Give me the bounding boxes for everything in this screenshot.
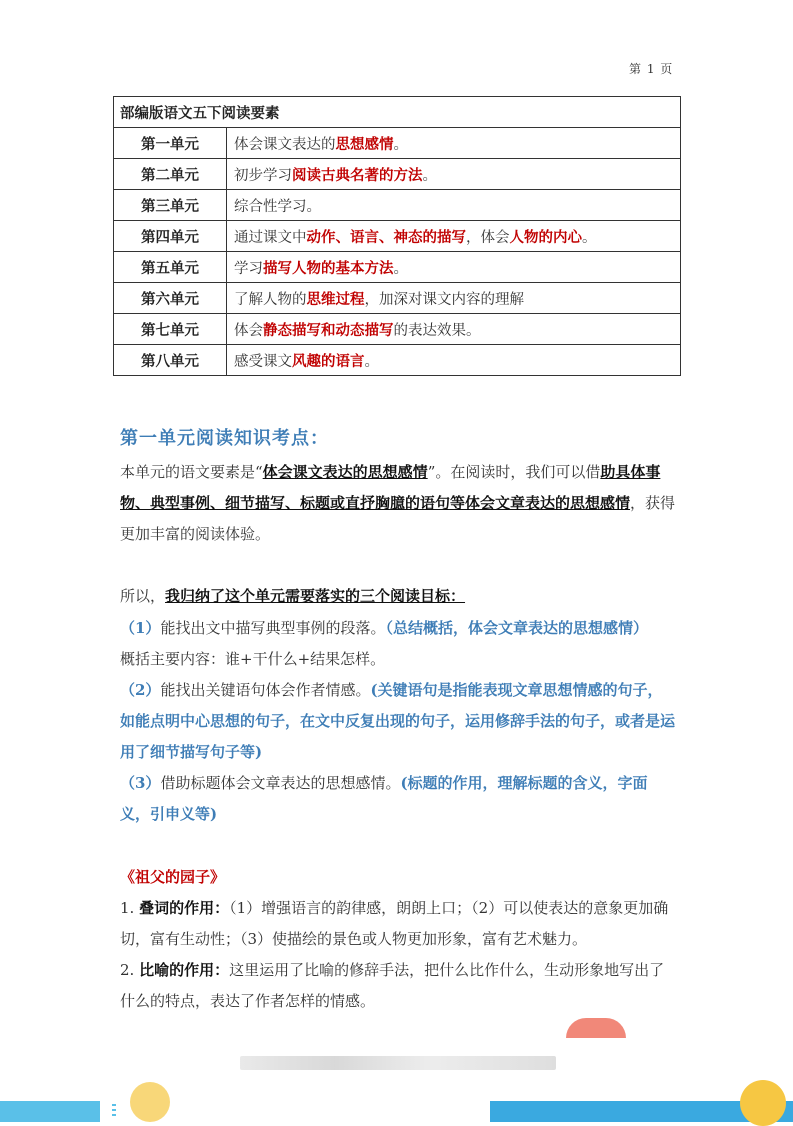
unit-description (227, 190, 681, 221)
section-heading: 第一单元阅读知识考点： (120, 428, 329, 449)
desc-text: 的表达效果。 (393, 322, 481, 339)
highlight-text: 风趣的语言 (292, 352, 365, 370)
goal-2 (120, 675, 676, 768)
page-number: 第 1 页 (629, 62, 674, 76)
item-2-num: 2. (120, 961, 140, 979)
desc-text: 。 (393, 260, 408, 277)
reading-elements-table (113, 96, 681, 376)
unit-name: 第五单元 (114, 252, 227, 283)
goal-1-summary: 概括主要内容：谁+干什么+结果怎样。 (120, 650, 386, 668)
item-2-text: 这里运用了比喻的修辞手法，把什么比作什么，生动形象地写出了什么的特点，表达了作者怎样的情感。 (120, 961, 665, 1010)
lesson-title: 《祖父的园子》 (120, 868, 226, 886)
goal-2-text: 能找出关键语句体会作者情感。 (160, 681, 371, 699)
desc-text: 学习 (234, 260, 263, 277)
intro-key-element: 体会课文表达的思想感情 (262, 463, 428, 481)
summary-line (120, 581, 676, 612)
goal-3-note: (标题的作用，理解标题的含义，字面义，引申义等) (120, 774, 648, 823)
desc-text: 。 (422, 167, 437, 184)
desc-text: 综合性学习。 (234, 198, 321, 215)
goal-1-note: （总结概括，体会文章表达的思想感情） (385, 619, 648, 637)
desc-text: 。 (393, 136, 408, 153)
blurred-footer (240, 1056, 556, 1070)
highlight-text: 阅读古典名著的方法 (292, 166, 423, 184)
highlight-text: 思想感情 (335, 135, 394, 153)
unit-description (227, 283, 681, 314)
desc-text: 了解人物的 (234, 291, 307, 308)
goal-3-text: 借助标题体会文章表达的思想感情。 (160, 774, 401, 792)
intro-paragraph (120, 457, 676, 550)
table-row (114, 283, 681, 314)
table-row (114, 159, 681, 190)
footer-dots (112, 1104, 116, 1118)
intro-text-3: ，获得更加丰富的阅读体验。 (120, 494, 676, 543)
table-row (114, 221, 681, 252)
desc-text: 体会 (234, 322, 263, 339)
intro-text-2: ”。在阅读时，我们可以借 (427, 463, 601, 481)
table-row (114, 314, 681, 345)
intro-text: 本单元的语文要素是“ (120, 463, 263, 481)
desc-text: ，体会 (466, 229, 510, 246)
unit-description (227, 159, 681, 190)
table-row (114, 128, 681, 159)
goal-3 (120, 768, 676, 830)
desc-text: 。 (582, 229, 597, 246)
table-row (114, 252, 681, 283)
summary-prefix: 所以， (120, 587, 166, 605)
summary-key: 我归纳了这个单元需要落实的三个阅读目标： (165, 587, 466, 605)
highlight-text: 思维过程 (306, 290, 365, 308)
goal-3-num: （3） (120, 774, 161, 792)
unit-description (227, 314, 681, 345)
goal-2-note: (关键语句是指能表现文章思想情感的句子，如能点明中心思想的句子，在文中反复出现的句子，运用修辞手法的句子，或者是运用了细节描写句子等) (120, 681, 676, 761)
decorative-shape (566, 1018, 626, 1038)
table-row (114, 190, 681, 221)
goal-1-text: 能找出文中描写典型事例的段落。 (160, 619, 386, 637)
goal-1 (120, 613, 676, 644)
table-title: 部编版语文五下阅读要素 (114, 97, 681, 128)
lesson-item-1 (120, 893, 676, 955)
item-2-label: 比喻的作用： (139, 961, 230, 979)
unit-name: 第二单元 (114, 159, 227, 190)
desc-text: 体会课文表达的 (234, 136, 336, 153)
desc-text: 。 (364, 353, 379, 370)
unit-description (227, 128, 681, 159)
decorative-circle-right (740, 1080, 786, 1126)
highlight-text: 动作、语言、神态的描写 (306, 228, 466, 246)
table-row (114, 345, 681, 376)
unit-description (227, 221, 681, 252)
desc-text: ，加深对课文内容的理解 (364, 291, 524, 308)
item-1-text: （1）增强语言的韵律感，朗朗上口；（2）可以使表达的意象更加确切，富有生动性；（3）使描绘的景色或人物更加形象，富有艺术魅力。 (120, 899, 669, 948)
unit-name: 第六单元 (114, 283, 227, 314)
footer-bar-left (0, 1101, 100, 1122)
goal-2-num: （2） (120, 681, 161, 699)
desc-text: 初步学习 (234, 167, 292, 184)
highlight-text: 人物的内心 (509, 228, 582, 246)
desc-text: 感受课文 (234, 353, 292, 370)
unit-description (227, 345, 681, 376)
item-1-label: 叠词的作用： (139, 899, 230, 917)
highlight-text: 静态描写和动态描写 (263, 321, 394, 339)
unit-name: 第七单元 (114, 314, 227, 345)
unit-name: 第一单元 (114, 128, 227, 159)
intro-key-methods: 助具体事物、典型事例、细节描写、标题或直抒胸臆的语句等体会文章表达的思想感情 (120, 463, 661, 512)
unit-name: 第八单元 (114, 345, 227, 376)
lesson-item-2 (120, 955, 676, 1017)
goal-1-num: （1） (120, 619, 161, 637)
highlight-text: 描写人物的基本方法 (263, 259, 394, 277)
decorative-circle-left (130, 1082, 170, 1122)
desc-text: 通过课文中 (234, 229, 307, 246)
item-1-num: 1. (120, 899, 140, 917)
unit-name: 第四单元 (114, 221, 227, 252)
unit-name: 第三单元 (114, 190, 227, 221)
unit-description (227, 252, 681, 283)
